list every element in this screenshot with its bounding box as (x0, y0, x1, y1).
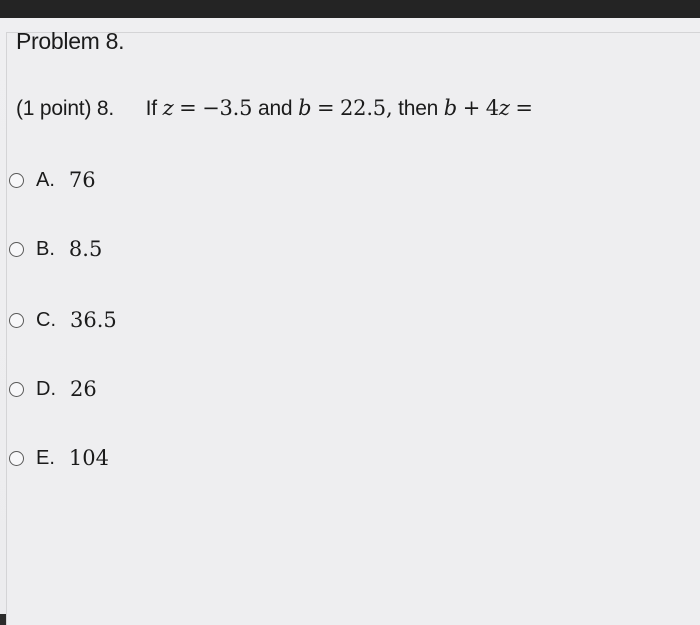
expr-b: b (443, 96, 458, 120)
radio-e[interactable] (9, 451, 24, 466)
option-b[interactable] (9, 237, 102, 261)
option-value-c: 36.5 (70, 308, 117, 332)
if-word: If (145, 97, 157, 120)
equals-sign-3: = (515, 96, 533, 120)
equals-sign-2: = (316, 96, 335, 120)
question-text (16, 96, 533, 121)
option-value-d: 26 (70, 377, 97, 401)
value-z: −3.5 (202, 96, 253, 120)
then-word: then (398, 97, 439, 120)
problem-title: Problem 8. (16, 28, 125, 54)
radio-d[interactable] (9, 382, 24, 397)
option-d[interactable] (9, 377, 97, 401)
value-b: 22.5, (340, 96, 393, 120)
option-value-a: 76 (68, 168, 96, 192)
option-value-e: 104 (68, 446, 109, 470)
equals-sign-1: = (179, 96, 197, 120)
radio-b[interactable] (9, 242, 24, 257)
option-value-b: 8.5 (68, 237, 103, 261)
points-label: (1 point) 8. (16, 97, 114, 120)
expr-coefficient: 4 (485, 96, 499, 120)
expr-z: z (498, 96, 510, 120)
and-word: and (257, 97, 293, 120)
option-e[interactable] (9, 446, 109, 470)
option-letter-d: D. (36, 377, 56, 400)
plus-sign: + (462, 96, 481, 120)
option-letter-b: B. (36, 237, 55, 260)
var-z: z (162, 96, 174, 120)
option-letter-c: C. (36, 308, 56, 331)
option-letter-a: A. (36, 168, 55, 191)
var-b: b (298, 96, 312, 120)
option-a[interactable] (9, 168, 96, 192)
radio-a[interactable] (9, 173, 24, 188)
radio-c[interactable] (9, 313, 24, 328)
option-c[interactable] (9, 308, 117, 332)
option-letter-e: E. (36, 446, 55, 469)
